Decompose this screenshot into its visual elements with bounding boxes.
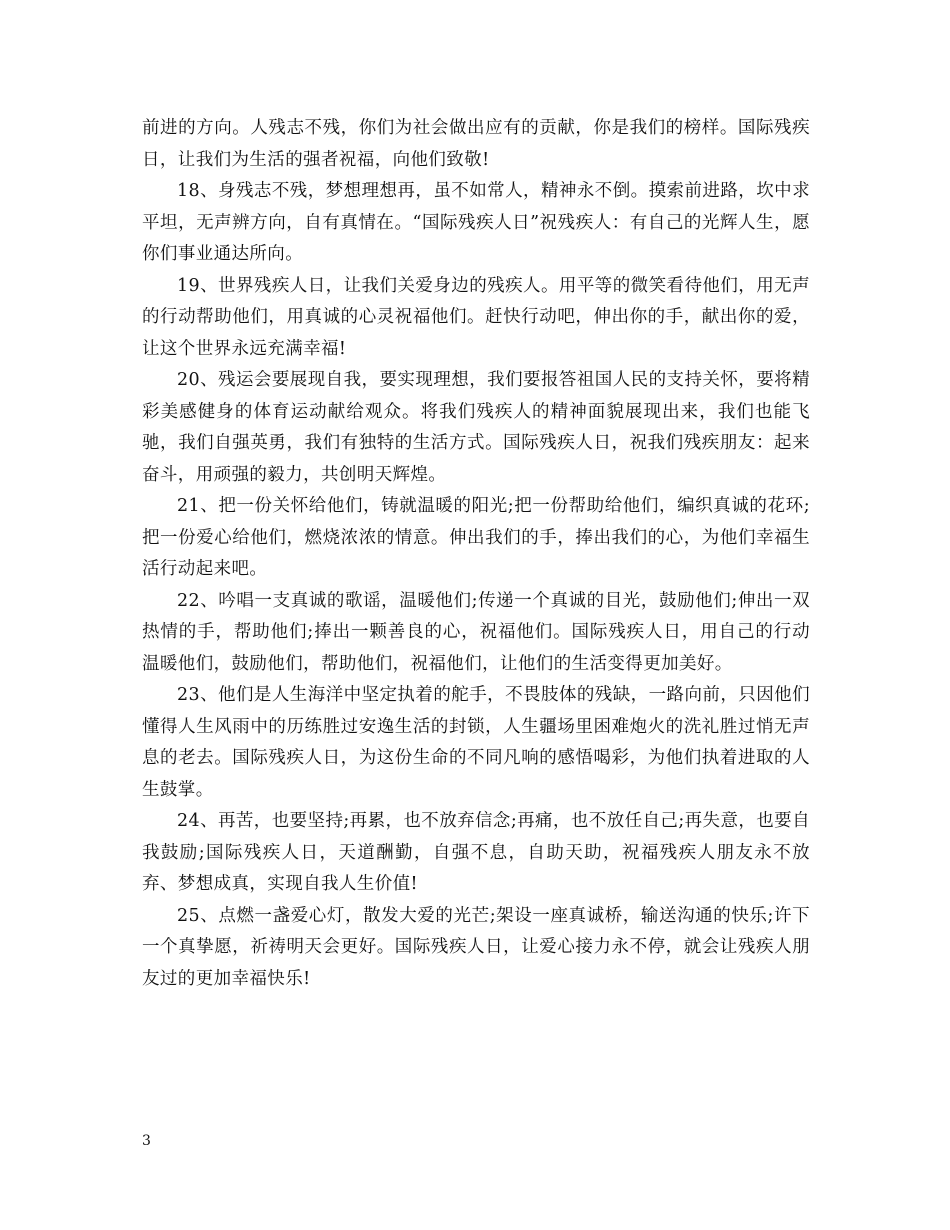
paragraph-19: 19、世界残疾人日，让我们关爱身边的残疾人。用平等的微笑看待他们，用无声的行动帮助他们，用真诚的心灵祝福他们。赶快行动吧，伸出你的手，献出你的爱，让这个世界永远充满幸福! <box>142 275 810 359</box>
paragraph-continuation: 前进的方向。人残志不残，你们为社会做出应有的贡献，你是我们的榜样。国际残疾日，让我们为生活的强者祝福，向他们致敬! <box>142 118 810 170</box>
page-number: 3 <box>142 1133 151 1149</box>
paragraph-20: 20、残运会要展现自我，要实现理想，我们要报答祖国人民的支持关怀，要将精彩美感健身的体育运动献给观众。将我们残疾人的精神面貌展现出来，我们也能飞驰，我们自强英勇，我们有独特的生活方式。国际残疾人日，祝我们残疾朋友：起来奋斗，用顽强的毅力，共创明天辉煌。 <box>142 370 810 485</box>
paragraph-18: 18、身残志不残，梦想理想再，虽不如常人，精神永不倒。摸索前进路，坎中求平坦，无声辨方向，自有真情在。“国际残疾人日”祝残疾人：有自己的光辉人生，愿你们事业通达所向。 <box>142 181 810 264</box>
paragraph-21: 21、把一份关怀给他们，铸就温暖的阳光;把一份帮助给他们，编织真诚的花环;把一份爱心给他们，燃烧浓浓的情意。伸出我们的手，捧出我们的心，为他们幸福生活行动起来吧。 <box>142 496 810 579</box>
document-page <box>142 113 810 995</box>
paragraph-22: 22、吟唱一支真诚的歌谣，温暖他们;传递一个真诚的目光，鼓励他们;伸出一双热情的手，帮助他们;捧出一颗善良的心，祝福他们。国际残疾人日，用自己的行动温暖他们，鼓励他们，帮助他们，祝福他们，让他们的生活变得更加美好。 <box>142 590 810 674</box>
paragraph-25: 25、点燃一盏爱心灯，散发大爱的光芒;架设一座真诚桥，输送沟通的快乐;许下一个真挚愿，祈祷明天会更好。国际残疾人日，让爱心接力永不停，就会让残疾人朋友过的更加幸福快乐! <box>142 905 810 989</box>
paragraph-24: 24、再苦，也要坚持;再累，也不放弃信念;再痛，也不放任自己;再失意，也要自我鼓励;国际残疾人日，天道酬勤，自强不息，自助天助，祝福残疾人朋友永不放弃、梦想成真，实现自我人生价值! <box>142 811 810 894</box>
paragraph-23: 23、他们是人生海洋中坚定执着的舵手，不畏肢体的残缺，一路向前，只因他们懂得人生风雨中的历练胜过安逸生活的封锁，人生疆场里困难炮火的洗礼胜过悄无声息的老去。国际残疾人日，为这份生命的不同凡响的感悟喝彩，为他们执着进取的人生鼓掌。 <box>142 685 810 800</box>
